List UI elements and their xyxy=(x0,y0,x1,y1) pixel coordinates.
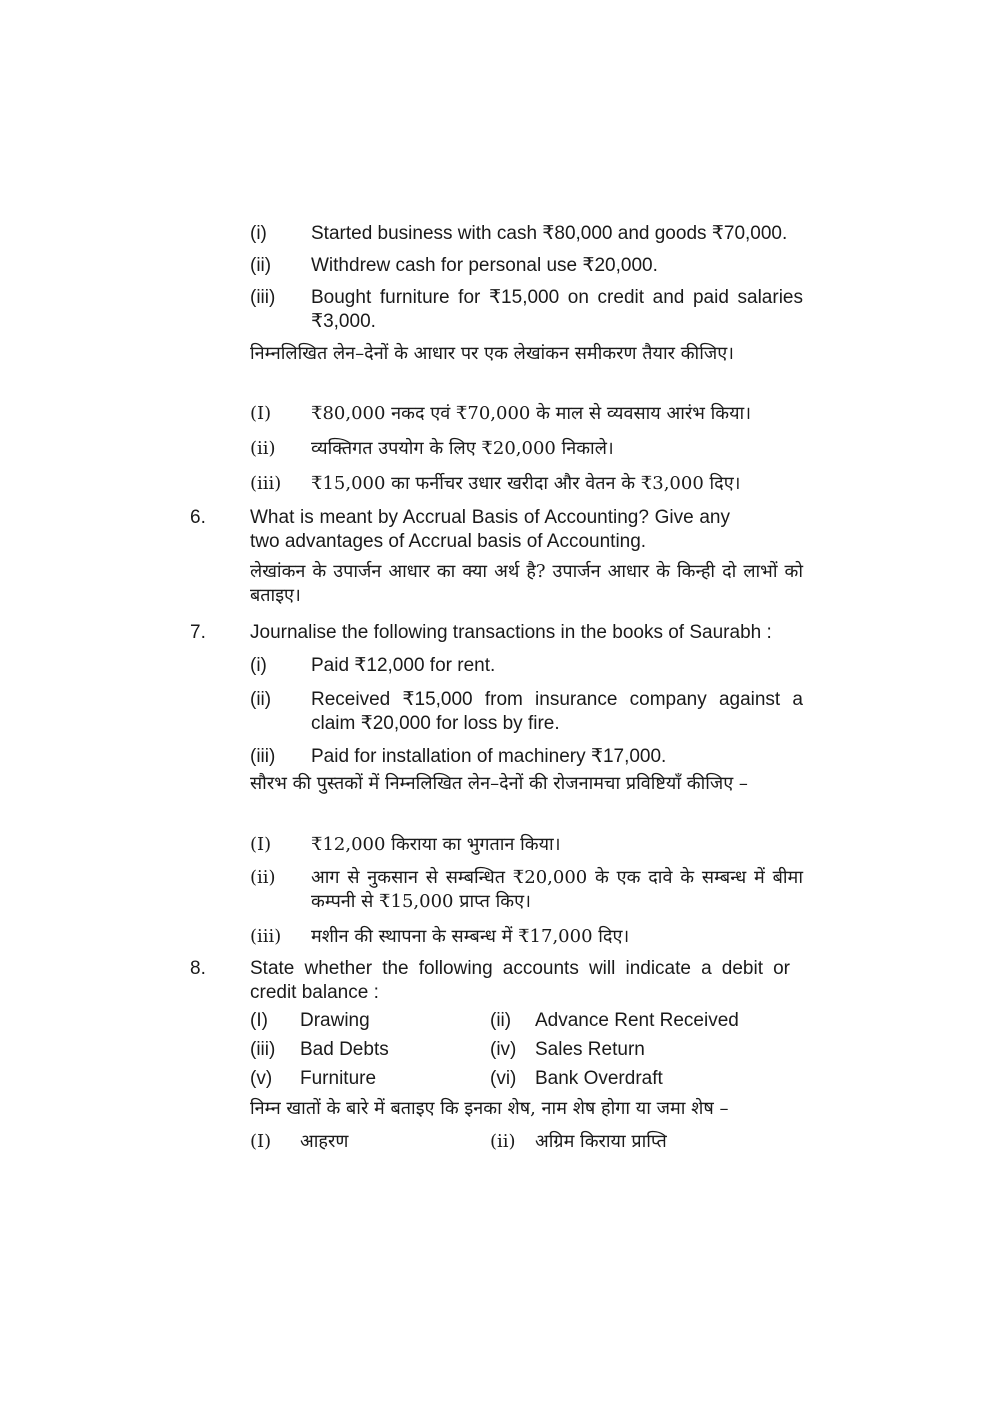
item-label: (I) xyxy=(250,834,272,855)
item-text: Sales Return xyxy=(535,1039,645,1060)
item-text: Advance Rent Received xyxy=(535,1010,739,1031)
item-label: (ii) xyxy=(250,255,272,276)
item-text: Paid for installation of machinery ₹17,000. xyxy=(311,746,667,767)
item-label: (i) xyxy=(250,223,267,244)
q8-text: State whether the following accounts will indicate a debit or credit balance : xyxy=(250,958,790,1003)
item-label: (iii) xyxy=(250,926,282,947)
item-text: ₹80,000 नकद एवं ₹70,000 के माल से व्यवसाय आरंभ किया। xyxy=(311,403,752,424)
item-label: (ii) xyxy=(250,438,276,459)
item-label: (ii) xyxy=(490,1010,512,1031)
q5-hindi-intro: निम्नलिखित लेन–देनों के आधार पर एक लेखांकन समीकरण तैयार कीजिए। xyxy=(250,343,734,364)
item-text: मशीन की स्थापना के सम्बन्ध में ₹17,000 दिए। xyxy=(311,926,630,947)
item-label: (ii) xyxy=(490,1131,516,1152)
item-label: (I) xyxy=(250,1010,268,1031)
q8-hindi-intro: निम्न खातों के बारे में बताइए कि इनका शेष, नाम शेष होगा या जमा शेष – xyxy=(250,1098,729,1119)
question-number: 6. xyxy=(190,507,206,528)
item-text: Paid ₹12,000 for rent. xyxy=(311,655,496,676)
item-label: (ii) xyxy=(250,867,276,888)
question-number: 8. xyxy=(190,958,206,979)
item-label: (iii) xyxy=(250,746,276,767)
item-text: आहरण xyxy=(300,1131,349,1152)
item-label: (iii) xyxy=(250,473,282,494)
item-label: (v) xyxy=(250,1068,273,1089)
item-text: Drawing xyxy=(300,1010,370,1031)
item-text: Furniture xyxy=(300,1068,377,1089)
item-label: (I) xyxy=(250,403,272,424)
item-text: अग्रिम किराया प्राप्ति xyxy=(535,1131,667,1152)
item-text: व्यक्तिगत उपयोग के लिए ₹20,000 निकाले। xyxy=(311,438,614,459)
item-text: ₹12,000 किराया का भुगतान किया। xyxy=(311,834,561,855)
item-text: ₹15,000 का फर्नीचर उधार खरीदा और वेतन के ₹3,000 दिए। xyxy=(311,473,741,494)
item-label: (I) xyxy=(250,1131,272,1152)
item-label: (iv) xyxy=(490,1039,517,1060)
item-label: (vi) xyxy=(490,1068,517,1089)
item-label: (iii) xyxy=(250,287,276,308)
q6-text: What is meant by Accrual Basis of Accounting? Give any two advantages of Accrual basis of Accounting. xyxy=(250,507,730,552)
item-text: Withdrew cash for personal use ₹20,000. xyxy=(311,255,658,276)
q6-hindi: लेखांकन के उपार्जन आधार का क्या अर्थ है? उपार्जन आधार के किन्ही दो लाभों को बताइए। xyxy=(250,561,803,606)
item-label: (i) xyxy=(250,655,267,676)
q7-hindi-intro: सौरभ की पुस्तकों में निम्नलिखित लेन–देनों की रोजनामचा प्रविष्टियाँ कीजिए – xyxy=(250,773,748,794)
item-label: (ii) xyxy=(250,689,272,710)
item-text: आग से नुकसान से सम्बन्धित ₹20,000 के एक दावे के सम्बन्ध में बीमा कम्पनी से ₹15,000 प्राप्त किए। xyxy=(311,867,803,912)
item-text: Started business with cash ₹80,000 and goods ₹70,000. xyxy=(311,223,788,244)
item-label: (iii) xyxy=(250,1039,276,1060)
question-number: 7. xyxy=(190,622,206,643)
question-text: Journalise the following transactions in the books of Saurabh : xyxy=(250,622,772,643)
item-text: Bought furniture for ₹15,000 on credit and paid salaries ₹3,000. xyxy=(311,287,803,332)
item-text: Bank Overdraft xyxy=(535,1068,663,1089)
item-text: Received ₹15,000 from insurance company against a claim ₹20,000 for loss by fire. xyxy=(311,689,803,734)
item-text: Bad Debts xyxy=(300,1039,389,1060)
